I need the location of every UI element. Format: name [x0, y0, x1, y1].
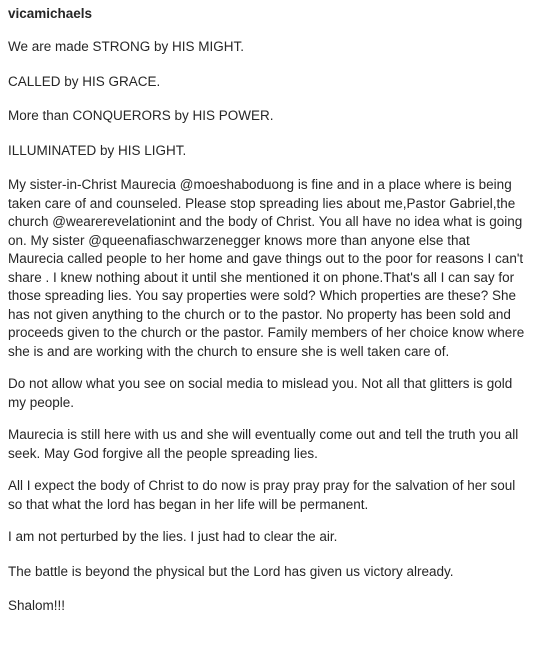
caption-paragraph: Shalom!!!: [8, 598, 66, 613]
caption-paragraph: My sister-in-Christ Maurecia @moeshaboduong is fine and in a place where is being taken care of and counseled. Please stop spreading lies about me,Pastor Gabriel,the church @wearerevelationint and the body of Christ. You all have no idea what is going on. My sister @queenafiaschwarzenegger knows more than anyone else that Maurecia called people to her home and gave things out to the poor for reasons I can't share . I knew nothing about it until she mentioned it on phone.That's all I can say for those spreading lies. You say properties were sold? Which properties are these? She has not given anything to the church or to the pastor. No property has been sold and proceeds given to the church or the pastor. Family members of her choice know where she is and are working with the church to ensure she is well taken care of.: [8, 177, 525, 359]
post-caption: [8, 4, 527, 632]
username-link[interactable]: vicamichaels: [8, 6, 93, 21]
caption-paragraph: CALLED by HIS GRACE.: [8, 73, 161, 89]
caption-paragraph: All I expect the body of Christ to do now is pray pray pray for the salvation of her soul so that what the lord has began in her life will be permanent.: [8, 478, 516, 512]
caption-paragraph: The battle is beyond the physical but the Lord has given us victory already.: [8, 563, 454, 579]
caption-paragraph: Maurecia is still here with us and she will eventually come out and tell the truth you all seek. May God forgive all the people spreading lies.: [8, 427, 519, 461]
caption-paragraph: We are made STRONG by HIS MIGHT.: [8, 39, 245, 54]
caption-paragraph: More than CONQUERORS by HIS POWER.: [8, 108, 274, 123]
caption-paragraph: ILLUMINATED by HIS LIGHT.: [8, 142, 187, 158]
caption-paragraph: Do not allow what you see on social media to mislead you. Not all that glitters is gold my people.: [8, 376, 513, 410]
caption-paragraph: I am not perturbed by the lies. I just had to clear the air.: [8, 529, 338, 544]
